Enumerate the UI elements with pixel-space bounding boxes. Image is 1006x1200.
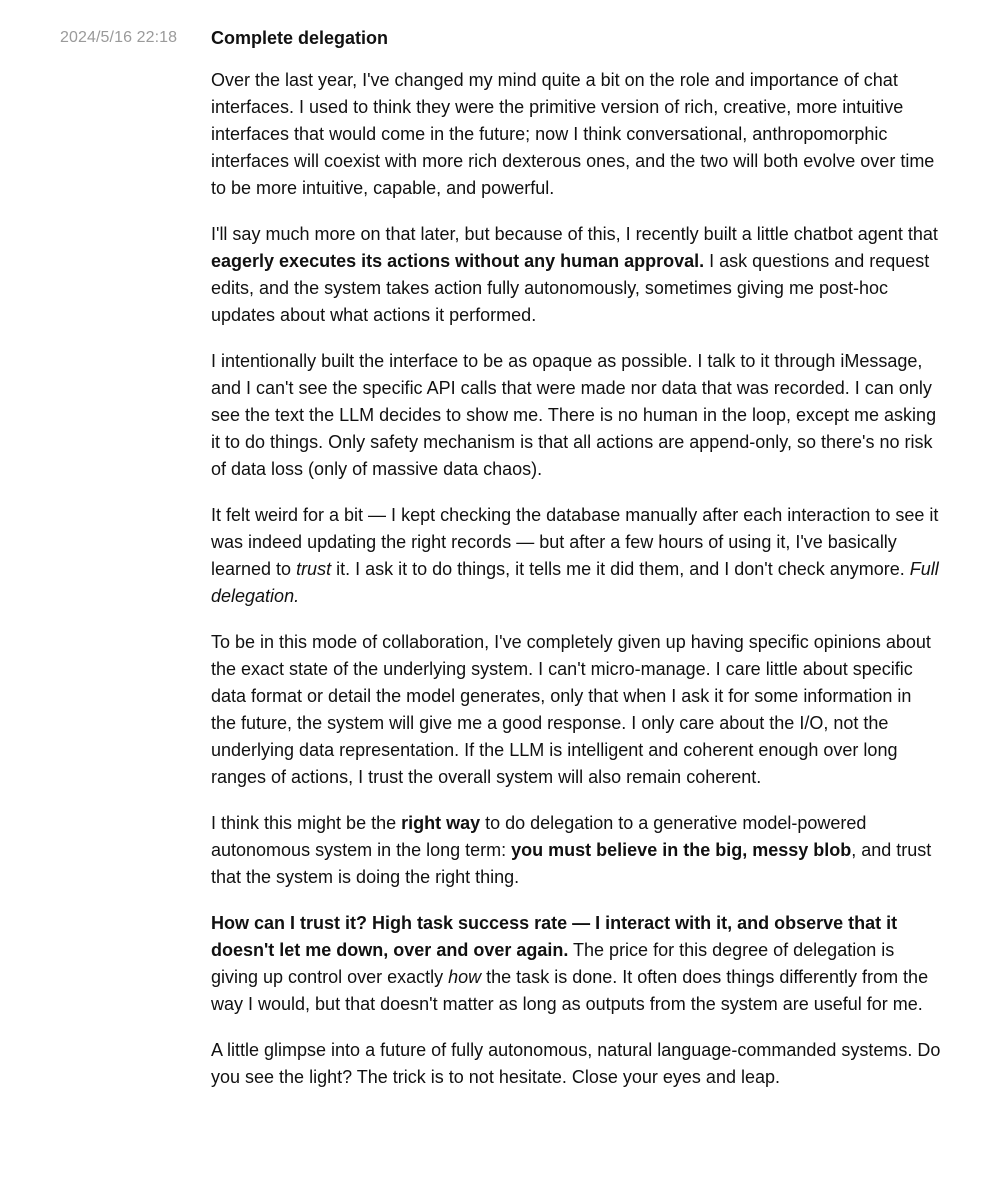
paragraph-text: , and trust that the system is doing the right thing. [211,840,932,887]
post-title: Complete delegation [211,28,389,48]
emphasis-italic: Full delegation. [211,559,939,606]
paragraph-text: I ask questions and request edits, and the system takes action fully autonomously, sometimes giving me post-hoc updates about what actions it performed. [211,251,930,325]
emphasis-bold: eagerly executes its actions without any human approval. [211,251,705,271]
paragraph-text: To be in this mode of collaboration, I've completely given up having specific opinions about the exact state of the underlying system. I can't micro-manage. I care little about specific data format or detail the model generates, only that when I ask it for some information in the future, the system will give me a good response. I only care about the I/O, not the underlying data representation. If the LLM is intelligent and coherent enough over long ranges of actions, I trust the overall system will also remain coherent. [211,632,931,787]
paragraph-text: the task is done. It often does things differently from the way I would, but that doesn't matter as long as outputs from the system are useful for me. [211,967,929,1014]
paragraph [211,629,941,791]
post-article [211,26,941,1110]
emphasis-italic: how [448,967,482,987]
paragraph-text: Over the last year, I've changed my mind quite a bit on the role and importance of chat interfaces. I used to think they were the primitive version of rich, creative, more intuitive interfaces that would come in the future; now I think conversational, anthropomorphic interfaces will coexist with more rich dexterous ones, and the two will both evolve over time to be more intuitive, capable, and powerful. [211,70,935,198]
emphasis-bold: How can I trust it? High task success rate — I interact with it, and observe that it doesn't let me down, over and over again. [211,913,898,960]
emphasis-italic: trust [296,559,332,579]
paragraph-text: I'll say much more on that later, but because of this, I recently built a little chatbot agent that [211,224,938,244]
paragraph-text: It felt weird for a bit — I kept checking the database manually after each interaction to see it was indeed updating the right records — but after a few hours of using it, I've basically learned to [211,505,939,579]
paragraph [211,810,941,891]
post-timestamp: 2024/5/16 22:18 [60,29,178,46]
paragraph-text: I intentionally built the interface to be as opaque as possible. I talk to it through iMessage, and I can't see the specific API calls that were made nor data that was recorded. I can only see the text the LLM decides to show me. There is no human in the loop, except me asking it to do things. Only safety mechanism is that all actions are append-only, so there's no risk of data loss (only of massive data chaos). [211,351,937,479]
paragraph [211,348,941,483]
paragraph [211,502,941,610]
paragraph-text: it. I ask it to do things, it tells me it did them, and I don't check anymore. [331,559,910,579]
paragraph [211,910,941,1018]
paragraph [211,1037,941,1091]
paragraph-text: I think this might be the [211,813,402,833]
emphasis-bold: you must believe in the big, messy blob [511,840,852,860]
paragraph-text: to do delegation to a generative model-powered autonomous system in the long term: [211,813,867,860]
paragraph-text: A little glimpse into a future of fully autonomous, natural language-commanded systems. Do you see the light? The trick is to not hesitate. Close your eyes and leap. [211,1040,941,1087]
paragraph [211,221,941,329]
paragraph [211,67,941,202]
emphasis-bold: right way [401,813,481,833]
paragraph-text: The price for this degree of delegation is giving up control over exactly [211,940,895,987]
